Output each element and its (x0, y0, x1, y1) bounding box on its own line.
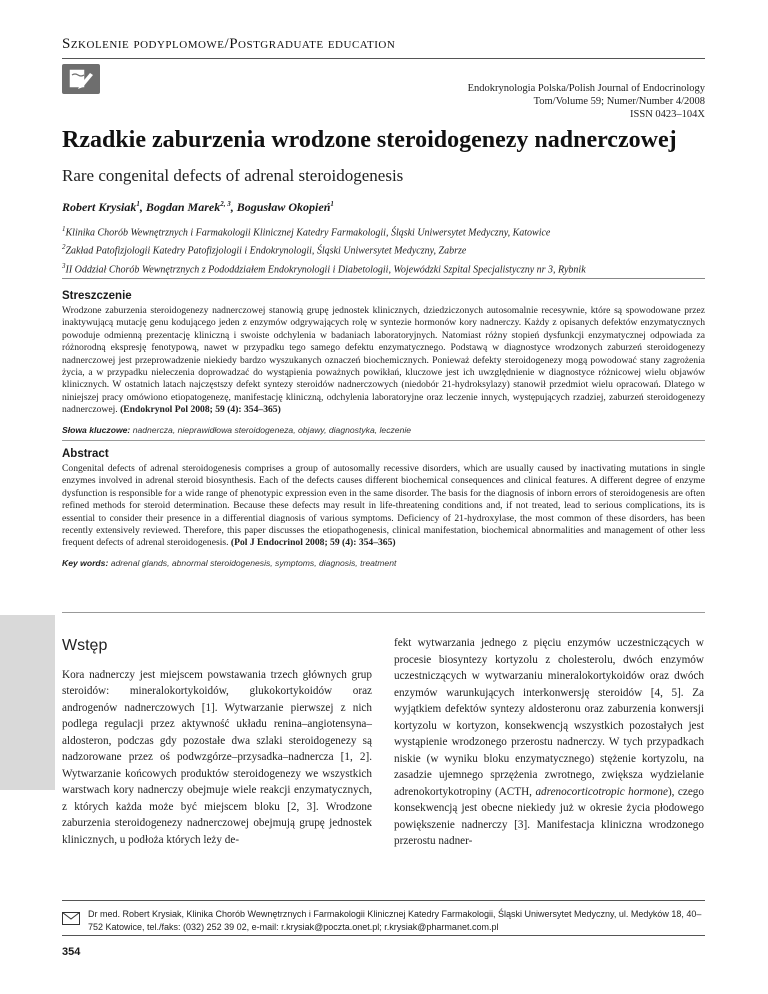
divider (62, 440, 705, 441)
affiliation: $^2$Zakład Patofizjologii Katedry Patofizjologii i Endokrynologii, Śląski Uniwersytet Medyczny, Zabrze (62, 243, 467, 257)
page-number: 354 (62, 946, 81, 958)
side-decoration (0, 615, 55, 790)
polish-abstract (62, 290, 705, 435)
divider (62, 935, 705, 936)
citation: (Pol J Endocrinol 2008; 59 (4): 354–365) (230, 537, 396, 549)
journal-info (468, 82, 705, 121)
paragraph: Kora nadnerczy jest miejscem powstawania trzech głównych grup steroidów: mineralokortykoidów, glukokortykoidów oraz androgenów nadnerczowych [1]. Wytwarzanie pierwszej z nich podlega regulacji przez aktywność układu renina–angiotensyna–aldosteron, podczas gdy pozostałe dwa szlaki steroidogenezy są nadzorowane przez oś podwzgórze–przysadka–nadnercza [1, 2]. Wytwarzanie końcowych produktów steroidogenezy we wszystkich warstwach kory nadnerczy obejmuje wiele reakcji enzymatycznych, z których każda może być miejscem bloku [2, 3]. Wrodzone zaburzenia steroidogenezy nadnerczowej obejmują grupę jednostek klinicznych, u podłoża których leży de- (62, 668, 372, 846)
section-heading: Wstęp (62, 637, 108, 654)
author-name: Bogusław Okopień (236, 200, 331, 214)
author-name: Bogdan Marek (145, 200, 221, 214)
body-column-right (394, 635, 704, 850)
author-list: Robert Krysiak$^1$, Bogdan Marek$^{2, 3}$, Bogusław Okopień$^1$ (62, 200, 334, 214)
affiliation: $^3$II Oddział Chorób Wewnętrznych z Pododdziałem Endokrynologii i Diabetologii, Wojewódzki Szpital Specjalistyczny nr 3, Rybnik (62, 261, 586, 275)
paragraph: ), czego konsekwencją jest obecne niekiedy już w okresie życia płodowego powiększenie nadnerczy [3]. Manifestacja kliniczna wrodzonego przerostu nadner- (394, 785, 704, 847)
abstract-heading: Streszczenie (62, 290, 132, 302)
correspondence-footnote: Dr med. Robert Krysiak, Klinika Chorób Wewnętrznych i Farmakologii Klinicznej Katedry Farmakologii, Śląski Uniwersytet Medyczny, ul. Medyków 18, 40–752 Katowice, tel./faks: (032) 252 39 02, e-mail: r.krysiak@poczta.onet.pl; r.krysiak@pharmanet.com.pl (88, 909, 702, 932)
abstract-heading: Abstract (62, 448, 109, 460)
journal-volume: Tom/Volume 59; Numer/Number 4/2008 (533, 96, 705, 107)
divider (62, 900, 705, 901)
abstract-text: Wrodzone zaburzenia steroidogenezy nadnerczowej stanowią grupę jednostek klinicznych, dziedziczonych autosomalnie recesywnie, które są spowodowane przez inaktywującą mutację genu kodującego jeden z enzymów odgrywających rolę w syntezie hormonów kory nadnerczy. Każdy z opisanych defektów enzymatycznych powoduje odmienną prezentację kliniczną i swoiste odchylenia w badaniach laboratoryjnych. Natomiast różny stopień dysfunkcji enzymatycznej odpowiada za różnorodną ekspresję fenotypową, nawet w przypadku tego samego defektu enzymatycznego. Podstawą w diagnostyce wrodzonych zaburzeń steroidogenezy nadnerczowej jest przeprowadzenie niekiedy bardzo wyszukanych oznaczeń biochemicznych. Ponieważ defekty steroidogenezy mogą powodować stany zagrożenia życia, a w przypadku nieleczenia doprowadzać do wystąpienia poważnych powikłań, kluczowe jest ich uwzględnienie w diagnostyce różnicowej wielu objawów klinicznych. W ostatnich latach najczęstszy defekt syntezy steroidów nadnerczowych (niedobór 21-hydroksylazy) stanowił przedmiot wielu opracowań. Dlatego w niniejszej pracy omówiono etiopatogenezę, manifestację kliniczną, odchylenia laboratoryjne oraz leczenie innych, występujących rzadziej, zaburzeń steroidogenezy nadnerczowej. (Endokrynol Pol 2008; 59 (4): 354–365) (62, 305, 705, 416)
affiliations (62, 222, 586, 277)
journal-name: Endokrynologia Polska/Polish Journal of Endocrinology (467, 83, 705, 94)
affiliation: $^1$Klinika Chorób Wewnętrznych i Farmakologii Klinicznej Katedry Farmakologii, Śląski Uniwersytet Medyczny, Katowice (62, 225, 551, 239)
paragraph: fekt wytwarzania jednego z pięciu enzymów uczestniczących w procesie biosyntezy kortyzolu z cholesterolu, dwóch enzymów uczestniczących w wytwarzaniu mineralokortykoidów oraz dwóch enzymów warunkujących interkonwersję steroidów [4, 5]. Za wyjątkiem defektów syntezy aldosteronu oraz zaburzenia konwersji kortyzolu w kortyzon, konsekwencją wszystkich pozostałych jest wystąpienie wrodzonego przerostu nadnerczy. W tych przypadkach niskie (w wyniku bloku enzymatycznego) stężenie kortyzolu, na zasadzie ujemnego sprzężenia zwrotnego, zwiększa wydzielanie adrenokortykotropiny (ACTH, (394, 637, 704, 798)
author-name: Robert Krysiak (62, 200, 137, 214)
author-sup: 1 (330, 200, 334, 208)
section-header: Szkolenie podyplomowe/Postgraduate education (62, 36, 396, 52)
article-title: Rzadkie zaburzenia wrodzone steroidogenezy nadnerczowej (62, 127, 677, 153)
citation: (Endokrynol Pol 2008; 59 (4): 354–365) (120, 404, 281, 416)
paragraph-italic: adrenocorticotropic hormone (535, 785, 668, 798)
divider (62, 278, 705, 279)
english-abstract (62, 448, 705, 568)
journal-issn: ISSN 0423–104X (630, 109, 705, 120)
body-column-left (62, 630, 372, 848)
abstract-text: Congenital defects of adrenal steroidogenesis comprises a group of autosomally recessive disorders, which are usually caused by inactivating mutations in single enzymes involved in adrenal steroid biosynthesis. Each of the defects causes different biochemical consequences and clinical features. A different degree of enzyme dysfunction is responsible for a wide range of phenotypic expression even in the same disorder. The basis for the diagnosis of inborn errors of steroidogenesis are often refined methods for steroid determination. Because these defects may result in life-threatening conditions and, if not treated, lead to serious complications, its is essential to consider their presence in a differential diagnosis of various symptoms. Deficiency of 21-hydroxylase, the most common of these disorders, has been recently extensively reviewed. Therefore, this paper discusses the etiopathogenesis, clinical manifestation, biochemical abnormalities and management of other less frequent defects of adrenal steroidogenesis. (Pol J Endocrinol 2008; 59 (4): 354–365) (62, 463, 705, 549)
article-subtitle: Rare congenital defects of adrenal steroidogenesis (62, 166, 404, 185)
author-sup: 1 (136, 200, 140, 208)
author-sup: 2, 3 (220, 200, 231, 208)
hand-writing-icon (62, 64, 100, 94)
keywords: Słowa kluczowe: nadnercza, nieprawidłowa steroidogeneza, objawy, diagnostyka, leczenie (62, 424, 412, 435)
envelope-icon (62, 910, 80, 923)
header-divider (62, 58, 705, 59)
divider (62, 612, 705, 613)
keywords: Key words: adrenal glands, abnormal steroidogenesis, symptoms, diagnosis, treatment (62, 557, 397, 568)
